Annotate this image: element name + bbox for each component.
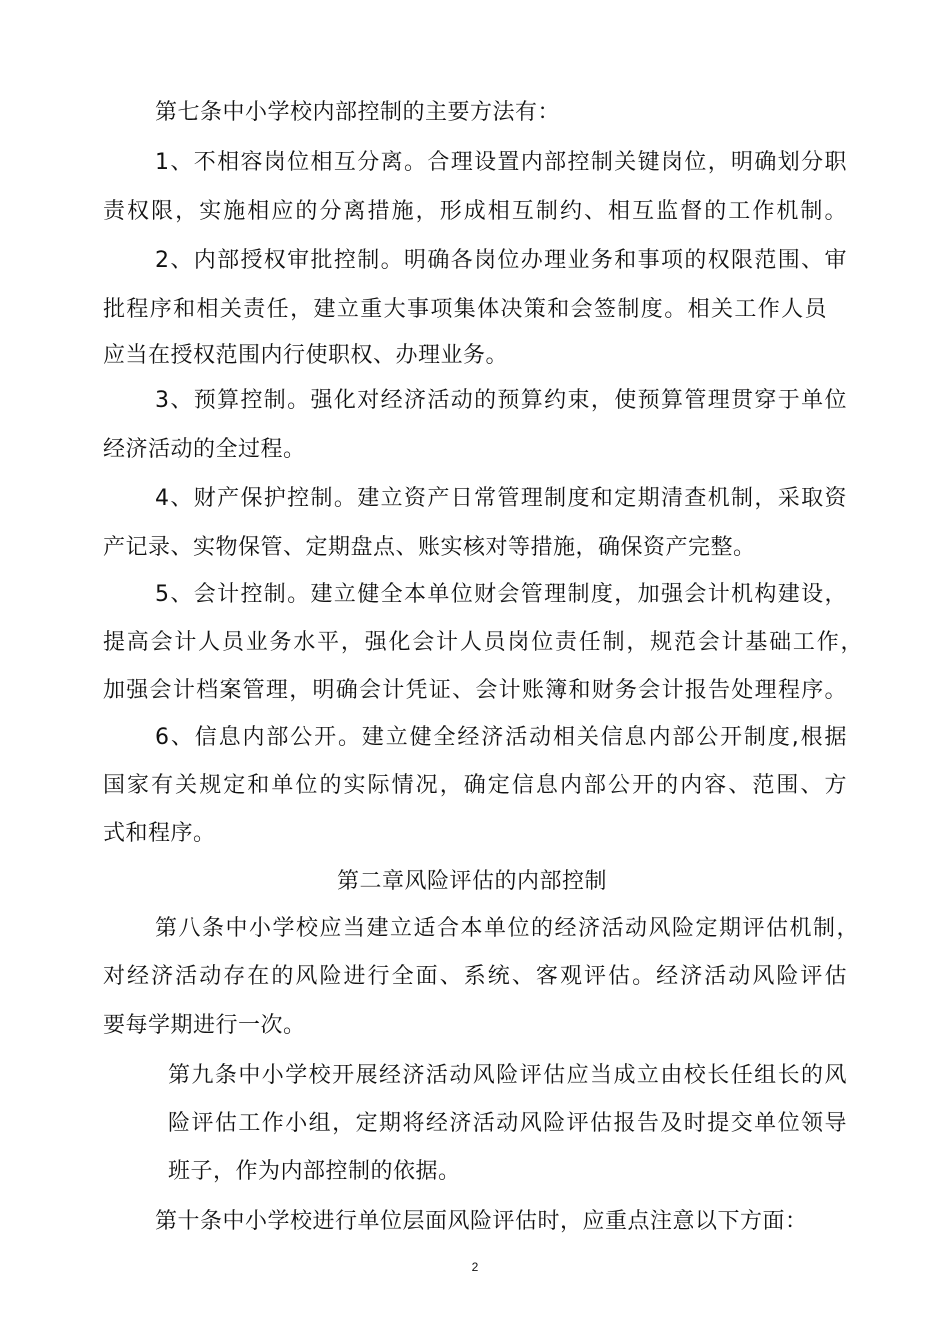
method-5-line-3: 加强会计档案管理，明确会计凭证、会计账簿和财务会计报告处理程序。 <box>103 678 847 703</box>
article-8-line-2: 对经济活动存在的风险进行全面、系统、客观评估。经济活动风险评估 <box>103 964 847 989</box>
method-4-line-2: 产记录、实物保管、定期盘点、账实核对等措施，确保资产完整。 <box>103 535 756 560</box>
method-3-line-2: 经济活动的全过程。 <box>103 437 306 462</box>
page-number: 2 <box>471 1260 479 1274</box>
method-6-line-1: 6、信息内部公开。建立健全经济活动相关信息内部公开制度,根据 <box>155 725 847 750</box>
method-6-line-2: 国家有关规定和单位的实际情况，确定信息内部公开的内容、范围、方 <box>103 773 847 798</box>
method-5-line-2: 提高会计人员业务水平，强化会计人员岗位责任制，规范会计基础工作， <box>103 630 863 655</box>
method-6-line-3: 式和程序。 <box>103 821 216 846</box>
method-3-line-1: 3、预算控制。强化对经济活动的预算约束，使预算管理贯穿于单位 <box>155 388 847 413</box>
chapter-2-title: 第二章风险评估的内部控制 <box>337 869 608 894</box>
method-1-line-1: 1、不相容岗位相互分离。合理设置内部控制关键岗位，明确划分职 <box>155 150 847 175</box>
method-5-line-1: 5、会计控制。建立健全本单位财会管理制度，加强会计机构建设， <box>155 582 847 607</box>
method-4-line-1: 4、财产保护控制。建立资产日常管理制度和定期清查机制，采取资 <box>155 486 847 511</box>
method-2-line-2: 批程序和相关责任，建立重大事项集体决策和会签制度。相关工作人员 <box>103 297 827 322</box>
method-2-line-1: 2、内部授权审批控制。明确各岗位办理业务和事项的权限范围、审 <box>155 248 847 273</box>
method-1-line-2: 责权限，实施相应的分离措施，形成相互制约、相互监督的工作机制。 <box>103 199 847 224</box>
article-10-heading: 第十条中小学校进行单位层面风险评估时，应重点注意以下方面： <box>155 1209 808 1234</box>
article-7-heading: 第七条中小学校内部控制的主要方法有： <box>155 100 561 125</box>
article-8-line-1: 第八条中小学校应当建立适合本单位的经济活动风险定期评估机制， <box>155 916 859 941</box>
method-2-line-3: 应当在授权范围内行使职权、办理业务。 <box>103 343 509 368</box>
article-8-line-3: 要每学期进行一次。 <box>103 1013 306 1038</box>
article-9-line-1: 第九条中小学校开展经济活动风险评估应当成立由校长任组长的风 <box>168 1063 847 1088</box>
article-9-line-2: 险评估工作小组，定期将经济活动风险评估报告及时提交单位领导 <box>168 1111 847 1136</box>
article-9-line-3: 班子，作为内部控制的依据。 <box>168 1159 461 1184</box>
